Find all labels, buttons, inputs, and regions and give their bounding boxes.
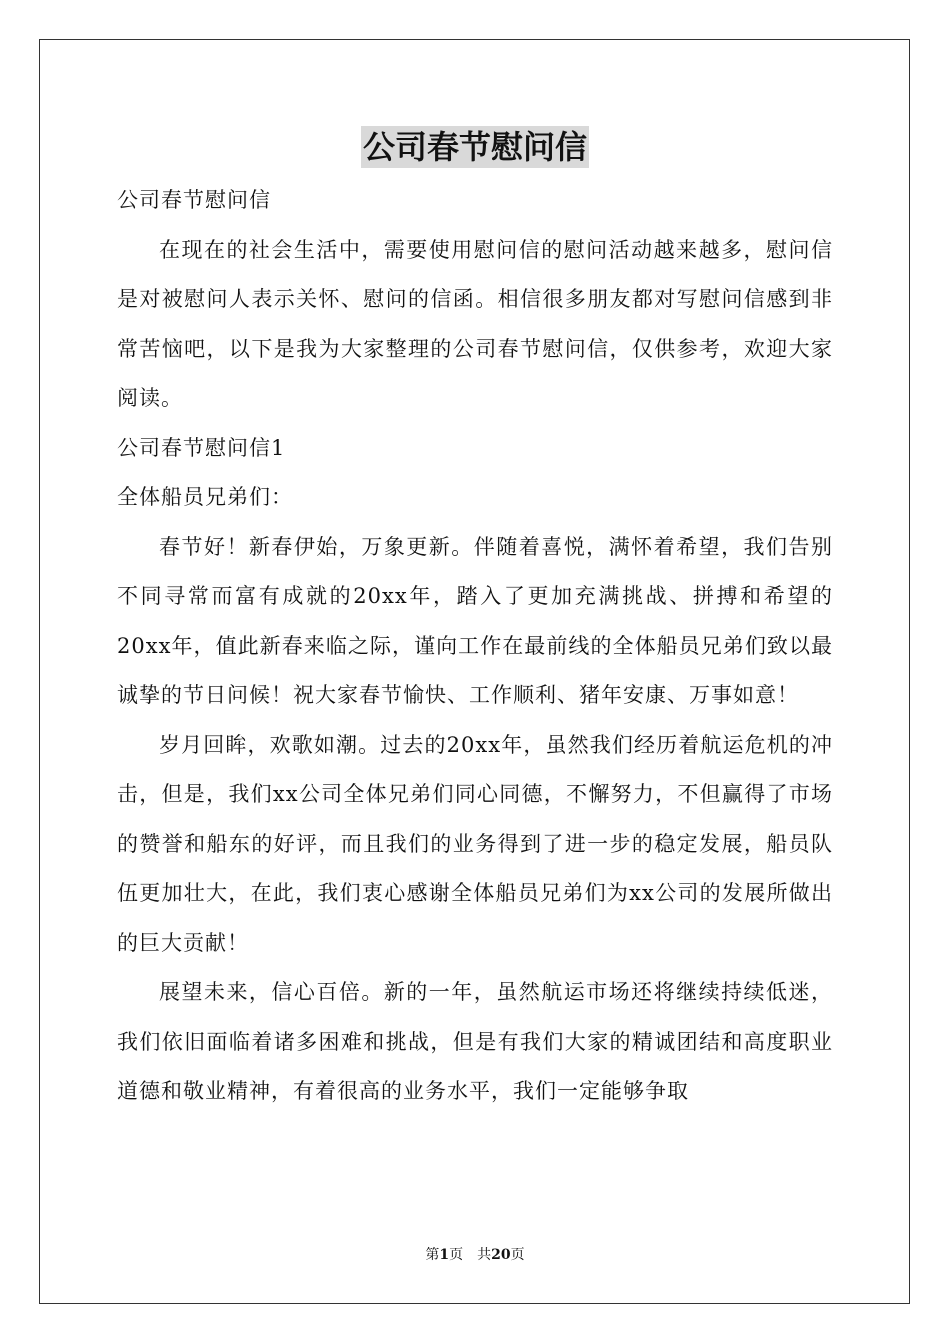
total-suffix: 页 [510,1247,525,1263]
paragraph-outlook: 展望未来，信心百倍。新的一年，虽然航运市场还将继续持续低迷，我们依旧面临着诸多困难和挑战，但是有我们大家的精诚团结和高度职业道德和敬业精神，有着很高的业务水平，我们一定能够争取 [117,980,833,1103]
total-pages: 20 [491,1247,511,1263]
page-suffix: 页 [449,1247,464,1263]
paragraph-review: 岁月回眸，欢歌如潮。过去的20xx年，虽然我们经历着航运危机的冲击，但是，我们xx公司全体兄弟们同心同德，不懈努力，不但赢得了市场的赞誉和船东的好评，而且我们的业务得到了进一步的稳定发展，船员队伍更加壮大，在此，我们衷心感谢全体船员兄弟们为xx公司的发展所做出的巨大贡献！ [117,732,833,955]
title-container [0,126,950,168]
total-prefix: 共 [477,1247,492,1263]
paragraph-subtitle: 公司春节慰问信 [117,188,271,212]
paragraph-letter-heading: 公司春节慰问信1 [117,435,286,460]
document-title: 公司春节慰问信 [362,128,587,166]
paragraph-greeting: 春节好！新春伊始，万象更新。伴随着喜悦，满怀着希望，我们告别不同寻常而富有成就的20xx年，踏入了更加充满挑战、拼搏和希望的20xx年，值此新春来临之际，谨向工作在最前线的全体船员兄弟们致以最诚挚的节日问候！祝大家春节愉快、工作顺利、猪年安康、万事如意！ [117,534,833,707]
page-footer [0,1245,950,1265]
paragraph-intro: 在现在的社会生活中，需要使用慰问信的慰问活动越来越多，慰问信是对被慰问人表示关怀、慰问的信函。相信很多朋友都对写慰问信感到非常苦恼吧，以下是我为大家整理的公司春节慰问信，仅供参考，欢迎大家阅读。 [117,237,833,410]
document-body [117,176,833,1117]
page-prefix: 第 [425,1247,440,1263]
page-number: 1 [439,1247,450,1263]
paragraph-salutation: 全体船员兄弟们： [117,485,293,509]
